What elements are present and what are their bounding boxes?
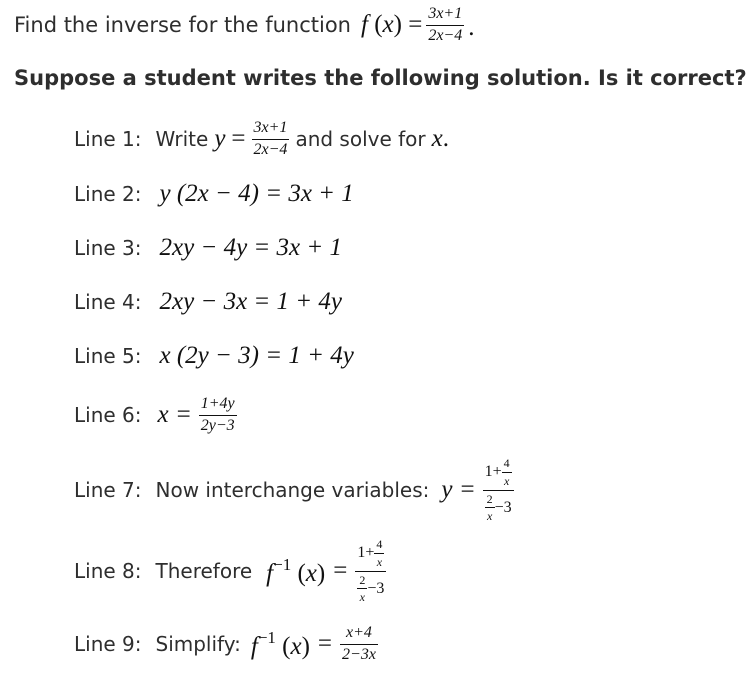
- line-1-fraction: $\frac{3x+1}{2x-4}$: [253, 118, 288, 158]
- question-heading: Suppose a student writes the following solution. Is it correct?: [14, 66, 747, 90]
- line-label: Line 2:: [74, 182, 142, 206]
- solution-line-3: [74, 230, 342, 266]
- solution-line-5: [74, 338, 354, 374]
- solution-line-8: Line 8: Therefore $f^{-1}$ (x) = 1+ $\frac{4}{x}$ $\frac{2}{x}$ −3: [74, 537, 385, 605]
- solution-line-2: [74, 176, 354, 212]
- line-9-fraction: $\frac{x+4}{2-3x}$: [342, 623, 376, 663]
- solution-line-9: Line 9: Simplify: $f^{-1}$ (x) = $\frac{x+4}{2-3x}$: [74, 623, 376, 663]
- line-6-fraction: $\frac{1+4y}{2y-3}$: [200, 394, 235, 434]
- problem-function: f (x) =: [360, 11, 423, 38]
- problem-fraction: $\frac{3x+1}{2x-4}$: [428, 4, 463, 44]
- line-label: Line 9:: [74, 632, 142, 656]
- line-equation: x (2y − 3) = 1 + 4y: [159, 342, 354, 369]
- solution-line-4: [74, 284, 342, 320]
- line-equation: y (2x − 4) = 3x + 1: [159, 180, 354, 207]
- solution-line-6: Line 6: x = $\frac{1+4y}{2y-3}$: [74, 394, 235, 434]
- line-label: Line 8:: [74, 559, 142, 583]
- line-label: Line 3:: [74, 236, 142, 260]
- problem-prompt: Find the inverse for the function: [14, 13, 351, 37]
- line-equation: 2xy − 3x = 1 + 4y: [159, 288, 342, 315]
- line-label: Line 4:: [74, 290, 142, 314]
- solution-line-1: Line 1: Write y = $\frac{3x+1}{2x-4}$ and solve for x .: [74, 118, 449, 158]
- line-8-compound-fraction: 1+ $\frac{4}{x}$ $\frac{2}{x}$ −3: [357, 537, 385, 605]
- problem-statement: [14, 4, 474, 46]
- line-label: Line 7:: [74, 478, 142, 502]
- line-equation: 2xy − 4y = 3x + 1: [159, 234, 342, 261]
- line-label: Line 6:: [74, 403, 142, 427]
- solution-line-7: Line 7: Now interchange variables: y = 1+ $\frac{4}{x}$ $\frac{2}{x}$ −3: [74, 456, 512, 524]
- line-label: Line 1:: [74, 127, 142, 151]
- line-label: Line 5:: [74, 344, 142, 368]
- problem-period: .: [468, 14, 475, 41]
- line-7-compound-fraction: 1+ $\frac{4}{x}$ $\frac{2}{x}$ −3: [484, 456, 512, 524]
